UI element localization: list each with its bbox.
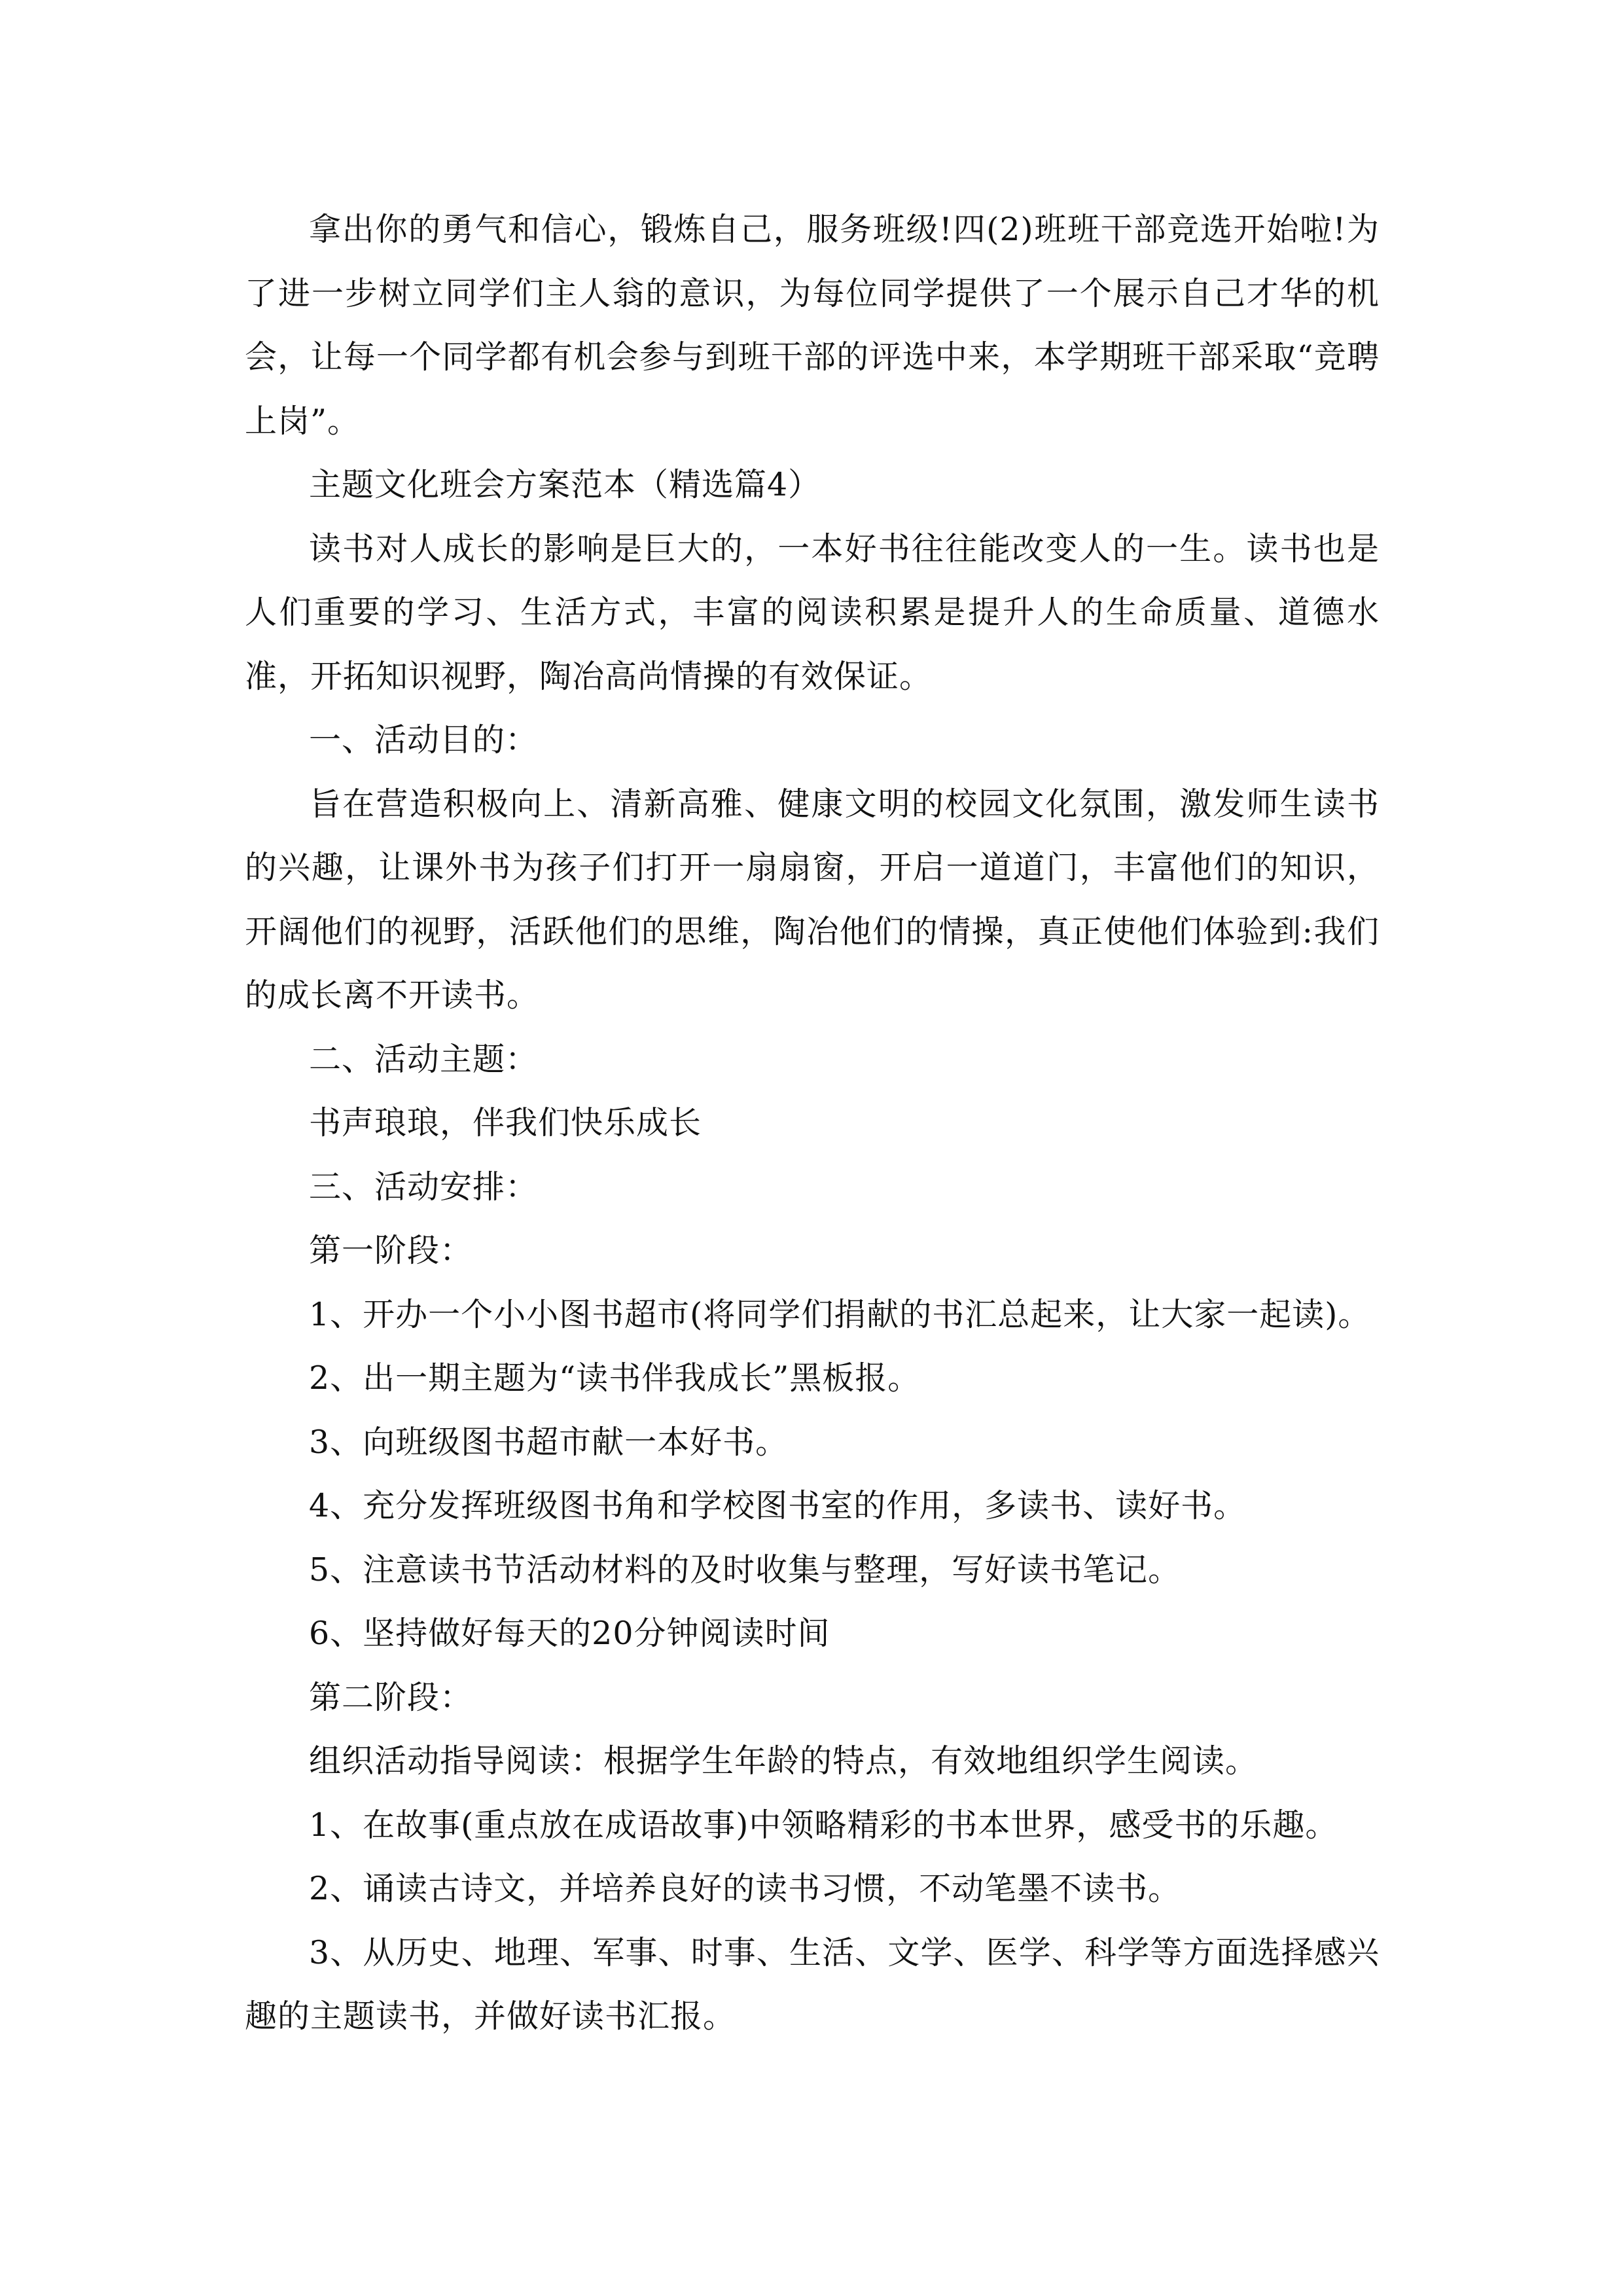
document-body xyxy=(245,198,1380,2049)
list-item: 4、充分发挥班级图书角和学校图书室的作用，多读书、读好书。 xyxy=(309,1487,1247,1524)
heading-activity-purpose: 一、活动目的： xyxy=(309,721,539,759)
paragraph-campaign-intro: 拿出你的勇气和信心，锻炼自己，服务班级!四(2)班班干部竞选开始啦!为了进一步树立同学们主人翁的意识，为每位同学提供了一个展示自己才华的机会，让每一个同学都有机会参与到班干部的评选中来，本学期班干部采取“竞聘上岗”。 xyxy=(245,211,1380,440)
heading-stage-two: 第二阶段： xyxy=(309,1678,473,1716)
list-item: 6、坚持做好每天的20分钟阅读时间 xyxy=(309,1615,830,1652)
list-item: 5、注意读书节活动材料的及时收集与整理，写好读书笔记。 xyxy=(309,1551,1181,1588)
section-heading-selected-4: 主题文化班会方案范本（精选篇4） xyxy=(309,466,821,503)
list-item: 1、在故事(重点放在成语故事)中领略精彩的书本世界，感受书的乐趣。 xyxy=(309,1806,1338,1844)
heading-stage-one: 第一阶段： xyxy=(309,1232,473,1269)
list-item: 3、从历史、地理、军事、时事、生活、文学、医学、科学等方面选择感兴趣的主题读书，并做好读书汇报。 xyxy=(245,1933,1380,2035)
list-item: 1、开办一个小小图书超市(将同学们捐献的书汇总起来，让大家一起读)。 xyxy=(309,1295,1371,1333)
paragraph-reading-importance: 读书对人成长的影响是巨大的，一本好书往往能改变人的一生。读书也是人们重要的学习、生活方式，丰富的阅读积累是提升人的生命质量、道德水准，开拓知识视野，陶冶高尚情操的有效保证。 xyxy=(245,529,1380,695)
heading-activity-arrangement: 三、活动安排： xyxy=(309,1168,539,1206)
list-item: 2、诵读古诗文，并培养良好的读书习惯，不动笔墨不读书。 xyxy=(309,1870,1181,1907)
paragraph-guided-reading: 组织活动指导阅读：根据学生年龄的特点，有效地组织学生阅读。 xyxy=(309,1742,1258,1780)
paragraph-activity-purpose: 旨在营造积极向上、清新高雅、健康文明的校园文化氛围，激发师生读书的兴趣，让课外书为孩子们打开一扇扇窗，开启一道道门，丰富他们的知识，开阔他们的视野，活跃他们的思维，陶冶他们的情操，真正使他们体验到:我们的成长离不开读书。 xyxy=(245,785,1380,1014)
list-item: 3、向班级图书超市献一本好书。 xyxy=(309,1423,789,1461)
list-item: 2、出一期主题为“读书伴我成长”黑板报。 xyxy=(309,1359,921,1397)
heading-activity-theme: 二、活动主题： xyxy=(309,1040,539,1078)
paragraph-activity-theme: 书声琅琅，伴我们快乐成长 xyxy=(309,1104,702,1141)
